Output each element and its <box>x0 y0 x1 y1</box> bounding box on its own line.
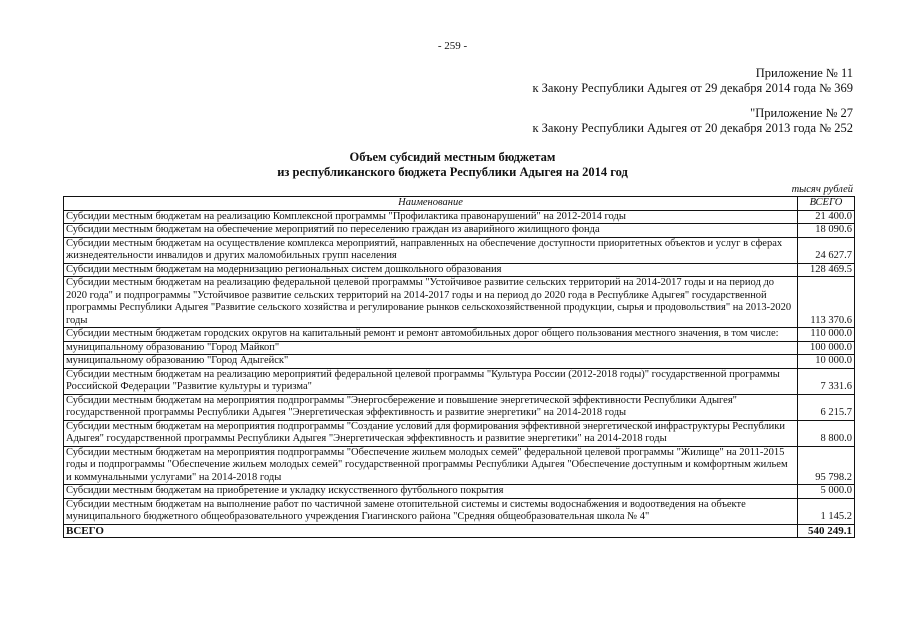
table-row <box>64 210 855 224</box>
document-title <box>0 150 905 180</box>
row-value: 24 627.7 <box>798 237 855 263</box>
table-row <box>64 237 855 263</box>
row-name: Субсидии местным бюджетам на модернизацию региональных систем дошкольного образования <box>64 263 798 277</box>
page-number: - 259 - <box>437 40 468 52</box>
total-value: 540 249.1 <box>798 524 855 538</box>
row-value: 10 000.0 <box>798 355 855 369</box>
row-name: Субсидии местным бюджетам на мероприятия подпрограммы "Создание условий для формирования эффективной энергетической инфраструктуры Республики Адыгея" государственной программы Республики Адыгея "Энергетическая эффективность и развитие энергетики" на 2014-2018 годы <box>64 420 798 446</box>
row-name: Субсидии местным бюджетам на мероприятия подпрограммы "Обеспечение жильем молодых семей" федеральной целевой программы "Жилище" на 2011-2015 годы и подпрограммы "Обеспечение жильем молодых семей" государственной программы Республики Адыгея "Обеспечение доступным и комфортным жильем и коммунальными услугами" на 2014-2018 годы <box>64 446 798 485</box>
table-row <box>64 420 855 446</box>
table-row <box>64 368 855 394</box>
table-row <box>64 394 855 420</box>
row-value: 113 370.6 <box>798 277 855 328</box>
row-name: Субсидии местным бюджетам на выполнение работ по частичной замене отопительной системы и системы водоснабжения и водоотведения на объекте муниципального бюджетного общеобразовательного учреждения Гиагинского района "Средняя общеобразовательная школа № 4" <box>64 498 798 524</box>
row-value: 1 145.2 <box>798 498 855 524</box>
total-label: ВСЕГО <box>64 524 798 538</box>
appendix-27-title: "Приложение № 27 <box>750 106 853 120</box>
document-title-line1: Объем субсидий местным бюджетам <box>349 150 556 164</box>
row-name: Субсидии местным бюджетам на обеспечение мероприятий по переселению граждан из аварийного жилищного фонда <box>64 224 798 238</box>
row-value: 21 400.0 <box>798 210 855 224</box>
row-name: Субсидии местным бюджетам городских округов на капитальный ремонт и ремонт автомобильных дорог общего пользования местного значения, в том числе: <box>64 328 798 342</box>
row-value: 6 215.7 <box>798 394 855 420</box>
row-name: Субсидии местным бюджетам на реализацию федеральной целевой программы "Устойчивое развитие сельских территорий на 2014-2017 годы и на период до 2020 года" и подпрограммы "Устойчивое развитие сельских территорий на 2014-2017 годы и на период до 2020 года в Республике Адыгея" государственной программы Республики Адыгея "Развитие сельского хозяйства и регулирование рынков сельскохозяйственной продукции, сырья и продовольствия" на 2013-2020 годы <box>64 277 798 328</box>
units-label: тысяч рублей <box>791 184 853 195</box>
row-value: 8 800.0 <box>798 420 855 446</box>
appendix-11-reference <box>532 66 853 96</box>
table-row <box>64 224 855 238</box>
row-name: Субсидии местным бюджетам на реализацию Комплексной программы "Профилактика правонарушений" на 2012-2014 годы <box>64 210 798 224</box>
row-value: 7 331.6 <box>798 368 855 394</box>
row-name: Субсидии местным бюджетам на приобретение и укладку искусственного футбольного покрытия <box>64 485 798 499</box>
header-total: ВСЕГО <box>798 197 855 211</box>
row-name: Субсидии местным бюджетам на реализацию мероприятий федеральной целевой программы "Культура России (2012-2018 годы)" государственной программы Российской Федерации "Развитие культуры и туризма" <box>64 368 798 394</box>
appendix-27-reference <box>532 106 853 136</box>
appendix-11-title: Приложение № 11 <box>755 66 853 80</box>
subsidies-table <box>63 196 855 538</box>
table-row <box>64 263 855 277</box>
row-name: Субсидии местным бюджетам на осуществление комплекса мероприятий, направленных на обеспечение доступности приоритетных объектов и услуг в сферах жизнедеятельности инвалидов и других маломобильных групп населения <box>64 237 798 263</box>
table-row <box>64 498 855 524</box>
row-name: муниципальному образованию "Город Адыгейск" <box>64 355 798 369</box>
document-title-line2: из республиканского бюджета Республики Адыгея на 2014 год <box>277 165 628 179</box>
appendix-27-law: к Закону Республики Адыгея от 20 декабря 2013 года № 252 <box>532 121 853 135</box>
table-row <box>64 328 855 342</box>
table-row <box>64 277 855 328</box>
row-value: 95 798.2 <box>798 446 855 485</box>
row-value: 5 000.0 <box>798 485 855 499</box>
row-name: Субсидии местным бюджетам на мероприятия подпрограммы "Энергосбережение и повышение энергетической эффективности Республики Адыгея" государственной программы Республики Адыгея "Энергетическая эффективность и развитие энергетики" на 2014-2018 годы <box>64 394 798 420</box>
header-name: Наименование <box>64 197 798 211</box>
table-row <box>64 446 855 485</box>
row-name: муниципальному образованию "Город Майкоп" <box>64 341 798 355</box>
appendix-11-law: к Закону Республики Адыгея от 29 декабря 2014 года № 369 <box>532 81 853 95</box>
table-subrow <box>64 355 855 369</box>
row-value: 18 090.6 <box>798 224 855 238</box>
row-value: 128 469.5 <box>798 263 855 277</box>
table-subrow <box>64 341 855 355</box>
row-value: 110 000.0 <box>798 328 855 342</box>
total-row <box>64 524 855 538</box>
table-row <box>64 485 855 499</box>
row-value: 100 000.0 <box>798 341 855 355</box>
table-header-row <box>64 197 855 211</box>
